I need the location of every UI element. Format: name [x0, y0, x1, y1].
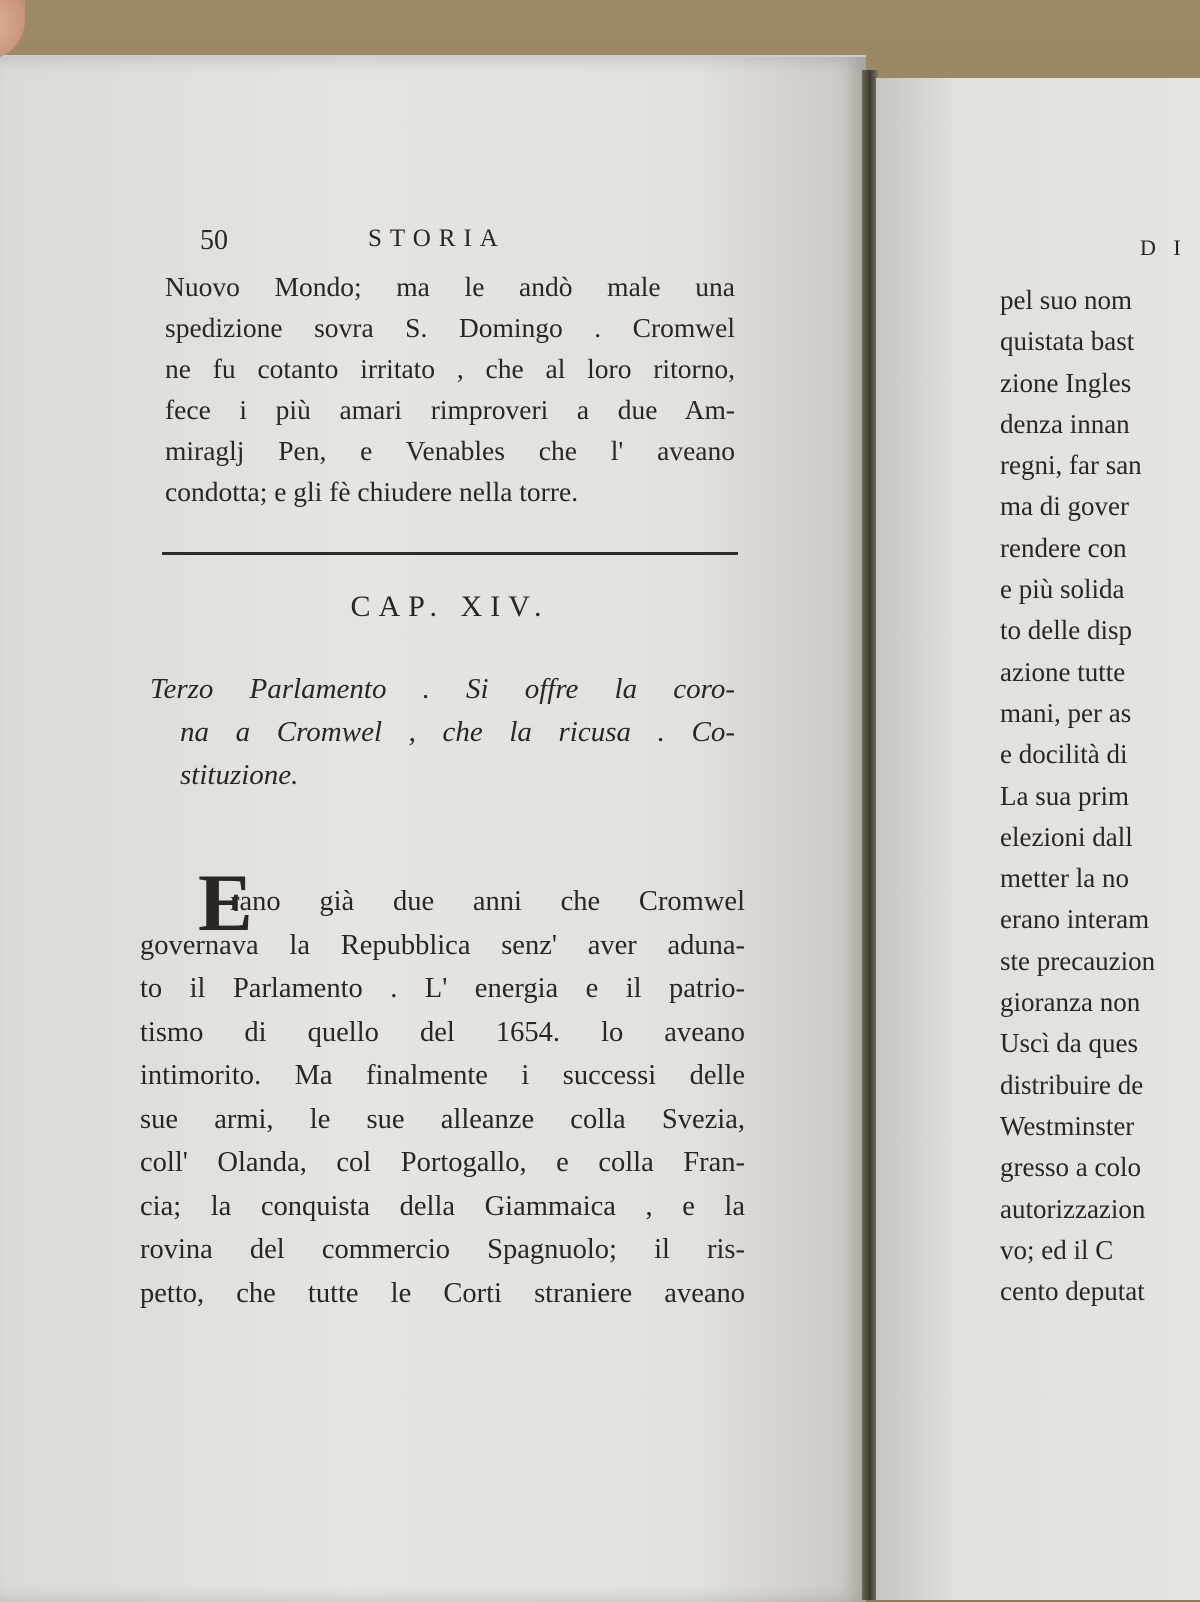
text-line: regni, far san [1000, 450, 1142, 481]
text-line: cia; la conquista della Giammaica , e la [140, 1190, 745, 1222]
text-line: spedizione sovra S. Domingo . Cromwel [165, 312, 735, 343]
text-line: gresso a colo [1000, 1152, 1141, 1183]
text-line: condotta; e gli fè chiudere nella torre. [165, 476, 579, 507]
text-line: governava la Repubblica senz' aver aduna- [140, 929, 745, 961]
right-page-text [1000, 280, 1200, 1312]
running-head-title: STORIA [368, 225, 506, 252]
text-line: Westminster [1000, 1110, 1135, 1141]
text-line: e docilità di [1000, 739, 1128, 770]
text-line: Uscì da ques [1000, 1028, 1138, 1059]
text-line: intimorito. Ma finalmente i successi delle [140, 1060, 745, 1091]
text-line: miraglj Pen, e Venables che l' aveano [165, 435, 735, 466]
text-line: petto, che tutte le Corti straniere aveano [140, 1277, 745, 1309]
text-line: azione tutte [1000, 656, 1126, 687]
text-line: to delle disp [1000, 615, 1132, 646]
summary-line: na a Cromwel , che la ricusa . Co- [180, 716, 735, 748]
text-line: pel suo nom [1000, 285, 1132, 315]
summary-line: stituzione. [180, 759, 299, 791]
text-line: ma di gover [1000, 491, 1129, 522]
text-line: autorizzazion [1000, 1193, 1146, 1224]
text-line: vo; ed il C [1000, 1234, 1114, 1265]
text-line: zione Ingles [1000, 367, 1132, 398]
text-line: metter la no [1000, 863, 1129, 894]
text-line: gioranza non [1000, 987, 1141, 1018]
paragraph-1 [165, 266, 735, 512]
text-line: La sua prim [1000, 780, 1129, 811]
text-line: denza innan [1000, 408, 1130, 439]
chapter-summary [150, 668, 735, 797]
text-line: rendere con [1000, 532, 1127, 563]
text-line: e più solida [1000, 574, 1125, 605]
text-line: coll' Olanda, col Portogallo, e colla Fran- [140, 1147, 745, 1178]
chapter-heading: CAP. XIV. [350, 590, 550, 623]
paragraph-2 [140, 857, 745, 1315]
text-line: ne fu cotanto irritato , che al loro ritorno, [165, 353, 735, 384]
text-line: sue armi, le sue alleanze colla Svezia, [140, 1103, 745, 1135]
drop-cap: E [198, 857, 253, 948]
section-rule [162, 552, 738, 555]
summary-line: Terzo Parlamento . Si offre la coro- [150, 673, 735, 705]
page-number: 50 [200, 225, 228, 256]
text-line: cento deputat [1000, 1276, 1145, 1307]
text-line: elezioni dall [1000, 821, 1133, 852]
text-line: erano interam [1000, 904, 1150, 935]
text-line: tismo di quello del 1654. lo aveano [140, 1016, 745, 1048]
text-line: to il Parlamento . L' energia e il patrio- [140, 973, 745, 1004]
text-line: distribuire de [1000, 1069, 1144, 1100]
right-running-head: D I [1140, 235, 1187, 260]
text-line: mani, per as [1000, 697, 1132, 728]
text-line: ste precauzion [1000, 945, 1156, 976]
text-line: quistata bast [1000, 326, 1135, 357]
text-line: rovina del commercio Spagnuolo; il ris- [140, 1234, 745, 1265]
text-line: fece i più amari rimproveri a due Am- [165, 394, 735, 425]
first-line-text: rano già due anni che Cromwel [230, 886, 745, 917]
text-line: Nuovo Mondo; ma le andò male una [165, 271, 735, 302]
running-head [200, 225, 760, 265]
